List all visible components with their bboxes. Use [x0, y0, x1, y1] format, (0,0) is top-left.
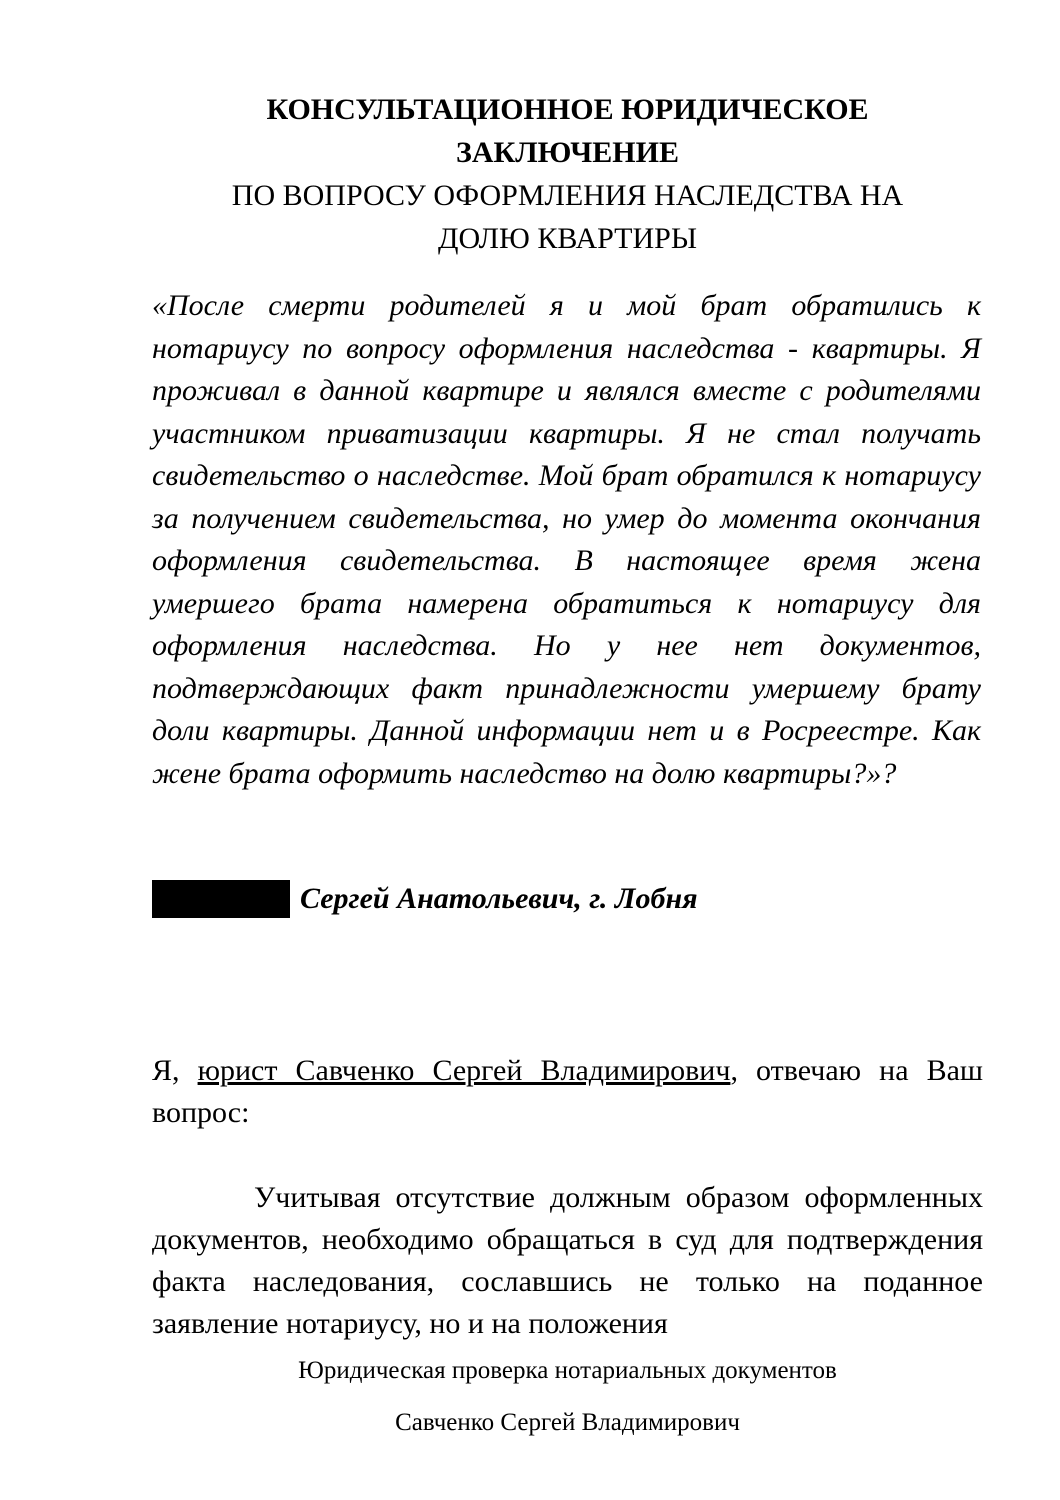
client-signature [152, 878, 698, 920]
document-subtitle-line-1: ПО ВОПРОСУ ОФОРМЛЕНИЯ НАСЛЕДСТВА НА [231, 179, 904, 212]
client-question: «После смерти родителей я и мой брат обратились к нотариусу по вопросу оформления наследства - квартиры. Я проживал в данной квартире и являлся вместе с родителями участником приватизации квартиры. Я не стал получать свидетельство о наследстве. Мой брат обратился к нотариусу за получением свидетельства, но умер до момента окончания оформления свидетельства. В настоящее время жена умершего брата намерена обратиться к нотариусу для оформления наследства. Но у нее нет документов, подтверждающих факт принадлежности умершему брату доли квартиры. Данной информации нет и в Росреестре. Как жене брата оформить наследство на долю квартиры?»? [152, 289, 981, 790]
client-name: Сергей Анатольевич, г. Лобня [300, 882, 698, 915]
lawyer-name-link[interactable]: юрист Савченко Сергей Владимирович [197, 1054, 731, 1087]
document-header [100, 88, 1035, 260]
footer-service-line: Юридическая проверка нотариальных документов [298, 1357, 837, 1384]
document-title-line-1: КОНСУЛЬТАЦИОННОЕ ЮРИДИЧЕСКОЕ [266, 93, 869, 126]
answer-paragraph: Учитывая отсутствие должным образом оформленных документов, необходимо обращаться в суд для подтверждения факта наследования, сославшись не только на поданное заявление нотариусу, но и на положения [152, 1181, 983, 1340]
page-footer [100, 1352, 1035, 1442]
intro-prefix: Я, [152, 1054, 198, 1087]
intro-suffix: , отвечаю на Ваш вопрос: [152, 1054, 983, 1129]
lawyer-intro [152, 1050, 983, 1134]
redacted-surname-block [152, 880, 290, 918]
document-title-line-2: ЗАКЛЮЧЕНИЕ [456, 136, 679, 169]
document-subtitle-line-2: ДОЛЮ КВАРТИРЫ [438, 222, 697, 255]
footer-author-line: Савченко Сергей Владимирович [395, 1409, 740, 1436]
